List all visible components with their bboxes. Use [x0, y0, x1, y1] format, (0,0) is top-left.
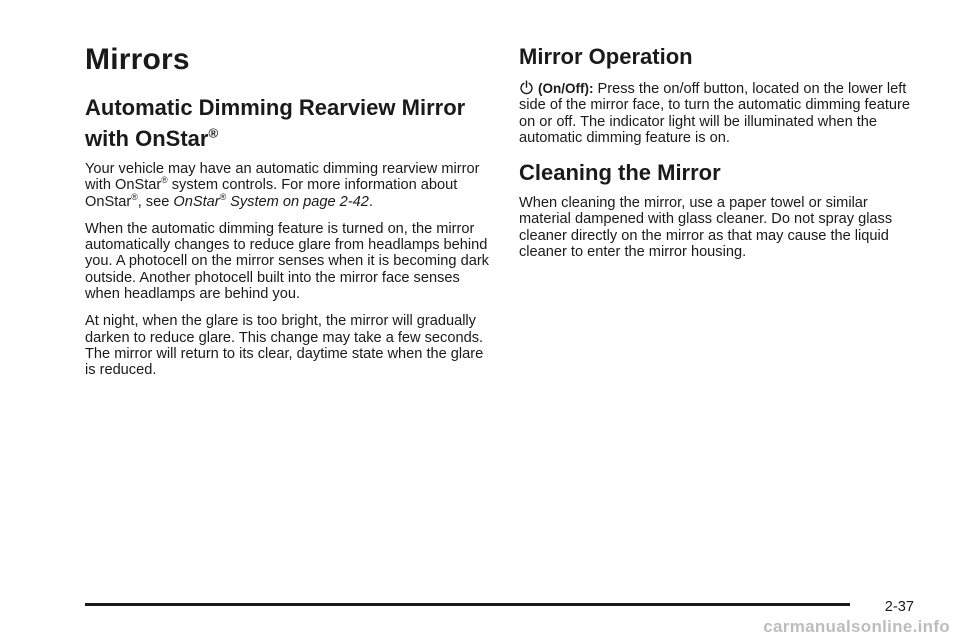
- registered-mark: ®: [131, 191, 138, 202]
- text-segment: system controls. For more information about OnStar: [85, 177, 458, 210]
- section-heading-text: Automatic Dimming Rearview Mirror with OnStar: [85, 95, 466, 151]
- page-title: Mirrors: [85, 43, 190, 76]
- registered-mark: ®: [161, 175, 168, 186]
- link-text[interactable]: System on page 2-42: [226, 193, 369, 210]
- paragraph-night-glare: At night, when the glare is too bright, the mirror will gradually darken to reduce glare. This change may take a few seconds. The mirror will return to its clear, daytime state when the glare is reduced.: [85, 313, 484, 379]
- link-text[interactable]: OnStar: [173, 193, 220, 210]
- paragraph-dimming-feature: When the automatic dimming feature is turned on, the mirror automatically changes to reduce glare from headlamps behind you. A photocell on the mirror senses when it is becoming dark outside. Another photocell built into the mirror face senses when headlamps are behind you.: [85, 220, 489, 303]
- on-off-label: (On/Off):: [538, 81, 594, 96]
- paragraph-cleaning: When cleaning the mirror, use a paper towel or similar material dampened with glass cleaner. Do not spray glass cleaner directly on the mirror as that may cause the liquid cleaner to enter the mirror housing.: [519, 195, 893, 261]
- right-column: [519, 38, 914, 271]
- left-column: [85, 38, 495, 390]
- watermark: carmanualsonline.info: [763, 617, 950, 636]
- text-segment: , see: [137, 193, 174, 210]
- text-segment: .: [368, 193, 373, 210]
- onstar-cross-reference[interactable]: [173, 191, 369, 210]
- on-off-description: Press the on/off button, located on the lower left side of the mirror face, to turn the automatic dimming feature on or off. The indicator light will be illuminated when the automatic dimming feature is on.: [519, 81, 910, 146]
- registered-mark: ®: [208, 125, 219, 141]
- paragraph-on-off: [519, 80, 914, 146]
- text-segment: Your vehicle may have an automatic dimming rearview mirror with OnStar: [85, 161, 480, 194]
- section-heading-cleaning-mirror: Cleaning the Mirror: [519, 160, 721, 186]
- page-number: 2-37: [884, 599, 914, 615]
- registered-mark: ®: [219, 191, 227, 202]
- section-heading-dimming-mirror: [85, 92, 495, 154]
- section-heading-mirror-operation: Mirror Operation: [519, 44, 693, 69]
- footer-rule: [85, 603, 850, 606]
- power-icon: [519, 80, 534, 95]
- paragraph-onstar-intro: [85, 161, 495, 210]
